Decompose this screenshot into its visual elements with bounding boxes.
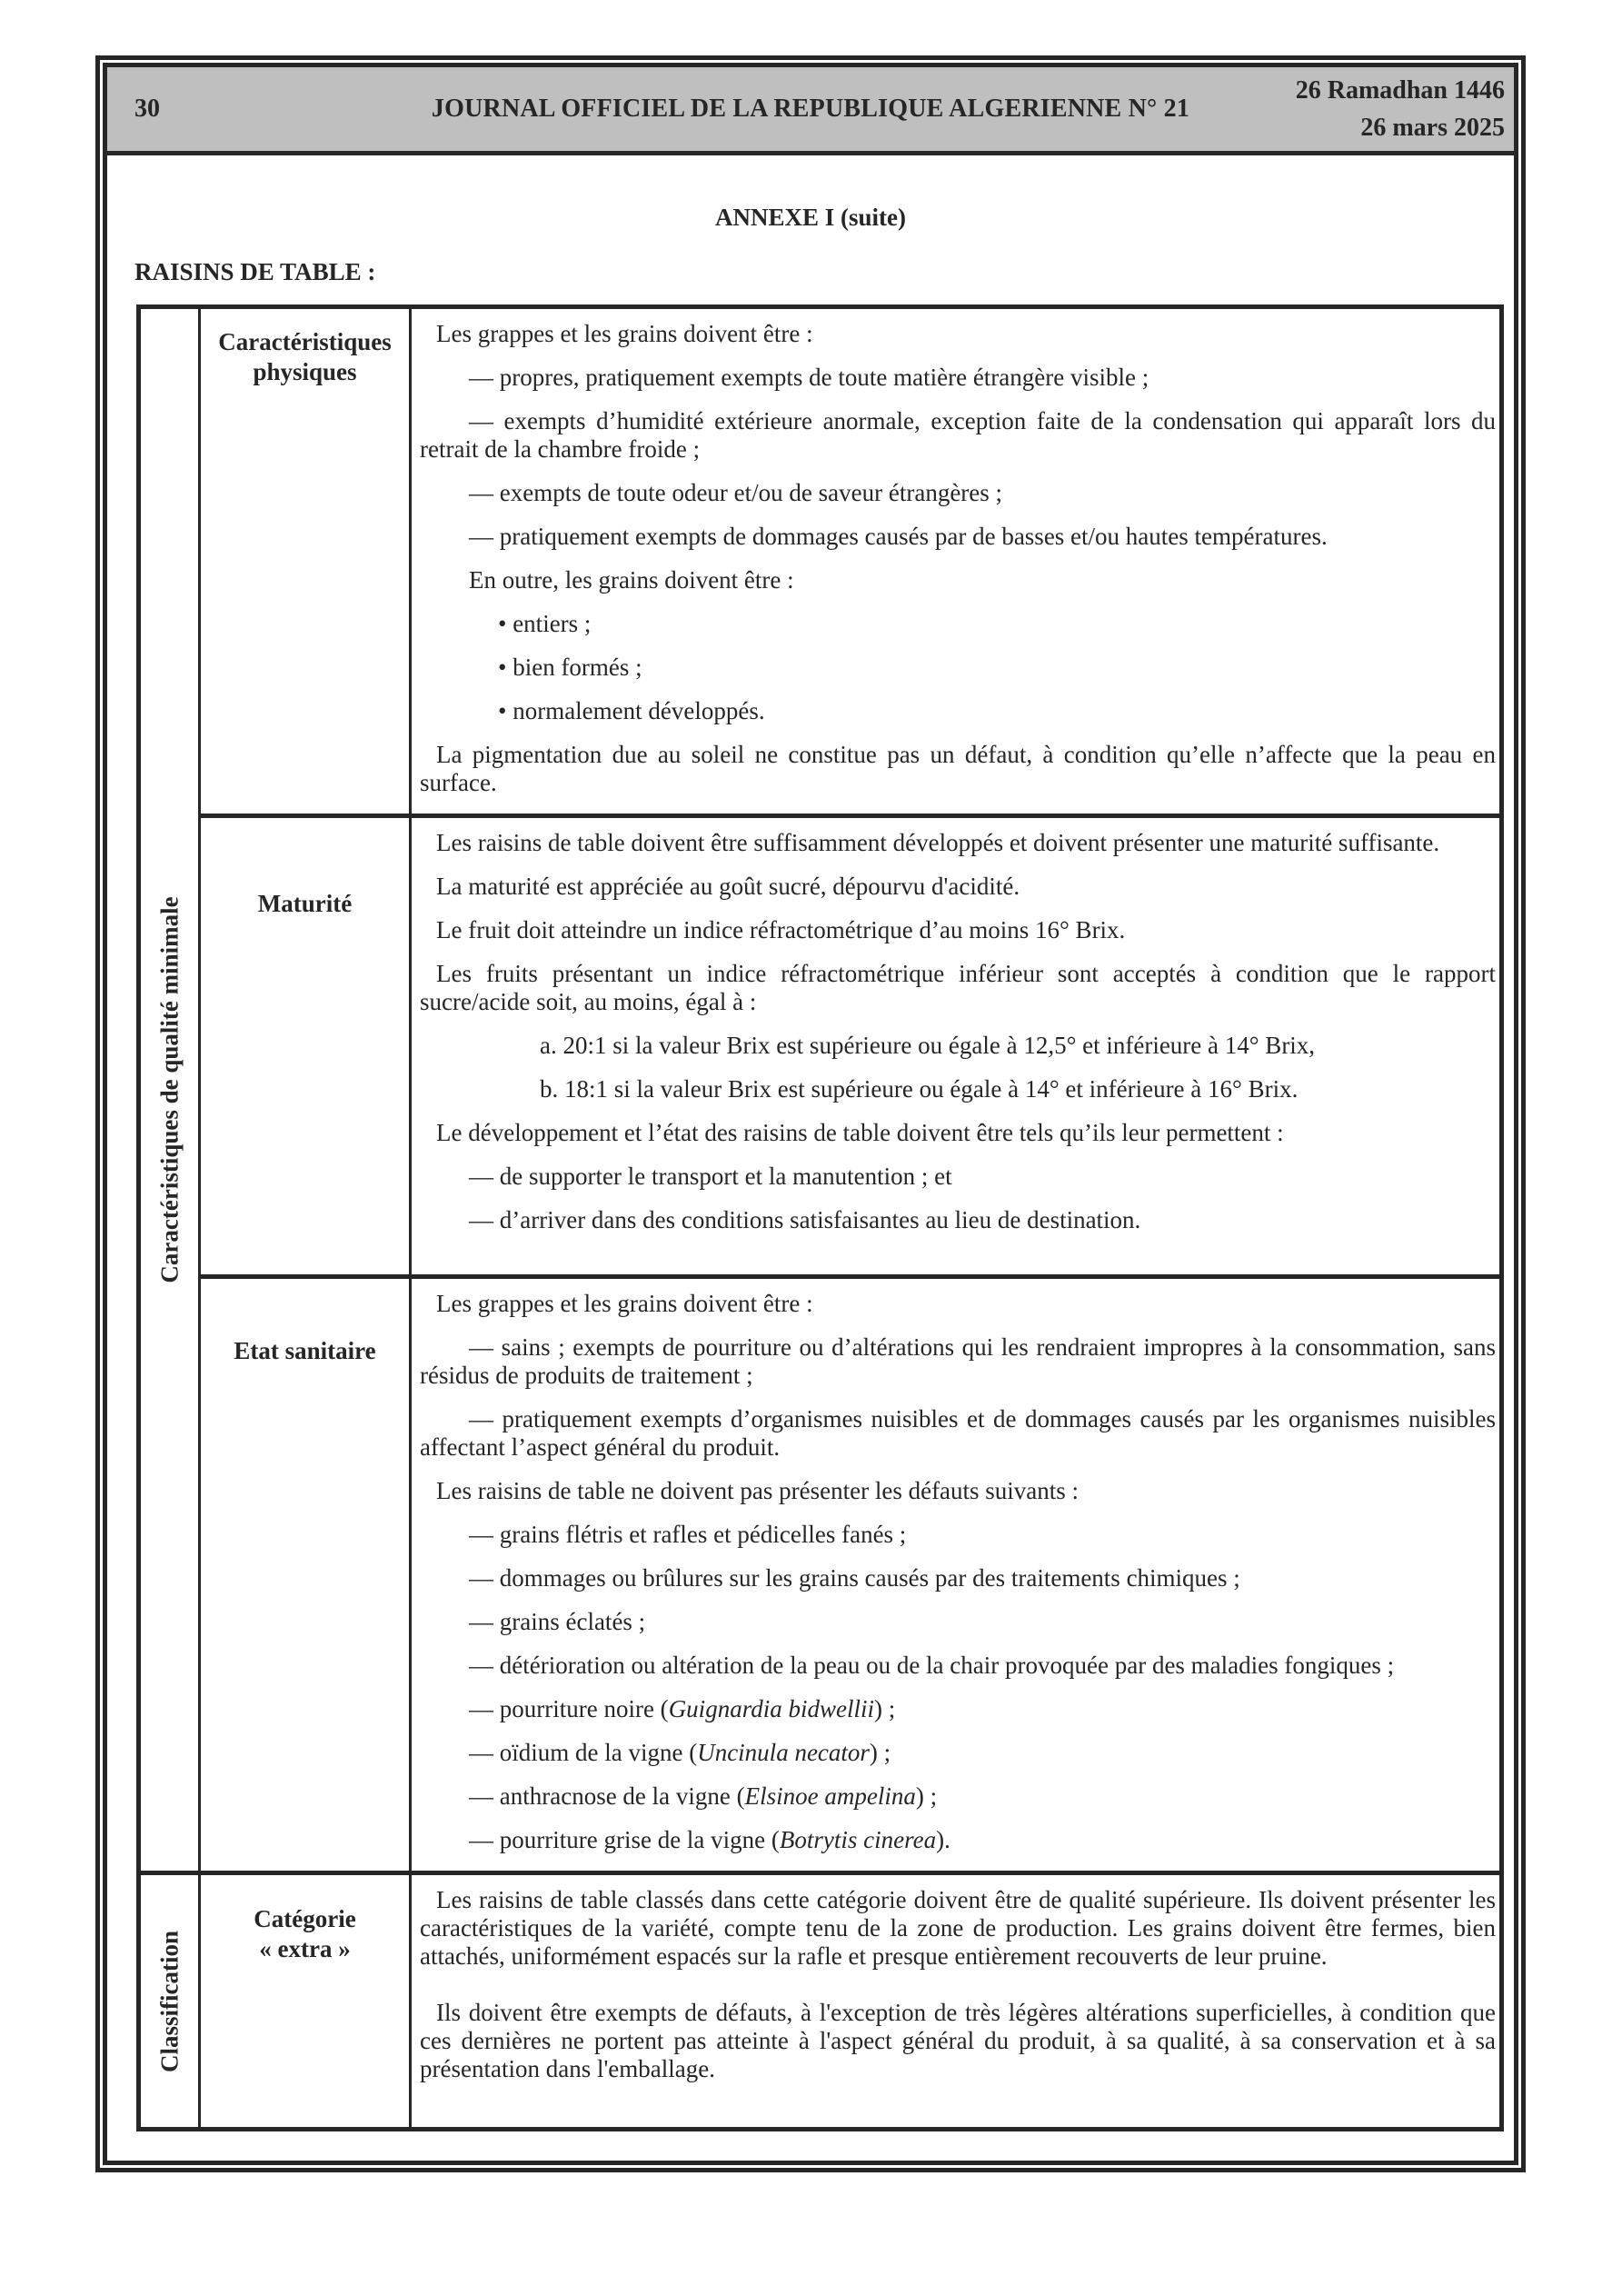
section-title: RAISINS DE TABLE : (134, 258, 376, 285)
species-item: — anthracnose de la vigne (Elsinoe ampelina) ; (469, 1782, 938, 1810)
dash-item: — pratiquement exempts de dommages causés par de basses et/ou hautes températures. (469, 523, 1328, 550)
species-item: — pourriture grise de la vigne (Botrytis cinerea). (469, 1826, 950, 1853)
bullet-item: • normalement développés. (498, 697, 765, 724)
paragraph: La maturité est appréciée au goût sucré, dépourvu d'acidité. (436, 873, 1020, 900)
paragraph: Les fruits présentant un indice réfractométrique inférieur sont acceptés à condition que le rapport sucre/acide soit, au moins, égal à : (420, 960, 1496, 1015)
bullet-item: • entiers ; (498, 610, 592, 637)
row-content-sanitary (412, 1279, 1499, 1871)
row-label-physical: Caractéristiques physiques (201, 309, 412, 814)
dash-item: — de supporter le transport et la manutention ; et (469, 1163, 952, 1190)
row-maturity (201, 814, 1499, 1274)
paragraph: La pigmentation due au soleil ne constitue pas un défaut, à condition qu’elle n’affecte que la peau en surface. (420, 741, 1496, 796)
dash-item: — d’arriver dans des conditions satisfaisantes au lieu de destination. (469, 1206, 1141, 1233)
paragraph: Les grappes et les grains doivent être : (436, 1290, 813, 1317)
dash-item: — exempts d’humidité extérieure anormale, exception faite de la condensation qui apparaît lors du retrait de la chambre froide ; (420, 407, 1496, 463)
grapes-standards-table (136, 304, 1504, 2131)
page-number: 30 (134, 95, 160, 123)
group-label-classification: Classification (141, 1875, 201, 2127)
paragraph: Les grappes et les grains doivent être : (436, 320, 813, 347)
row-content-maturity (412, 818, 1499, 1274)
bullet-item: • bien formés ; (498, 654, 642, 681)
gregorian-date: 26 mars 2025 (1360, 114, 1505, 142)
dash-item: — exempts de toute odeur et/ou de saveur étrangères ; (469, 479, 1003, 506)
row-label-sanitary: Etat sanitaire (201, 1279, 412, 1871)
paragraph: Les raisins de table classés dans cette catégorie doivent être de qualité supérieure. Ils doivent présenter les caractéristiques de la variété, compte tenu de la zone de production. Les grains doivent être fermes, bien attachés, uniformément espacés sur la rafle et presque entièrement recouverts de leur pruine. (420, 1886, 1496, 1970)
dash-item: — propres, pratiquement exempts de toute matière étrangère visible ; (469, 364, 1149, 391)
paragraph: Le fruit doit atteindre un indice réfractométrique d’au moins 16° Brix. (436, 916, 1126, 943)
dash-item: — sains ; exempts de pourriture ou d’altérations qui les rendraient impropres à la consommation, sans résidus de produits de traitement ; (420, 1333, 1496, 1389)
annexe-title: ANNEXE I (suite) (714, 204, 906, 231)
paragraph: En outre, les grains doivent être : (469, 566, 794, 594)
lettered-item: a. 20:1 si la valeur Brix est supérieure ou égale à 12,5° et inférieure à 14° Brix, (540, 1032, 1316, 1059)
paragraph: Les raisins de table doivent être suffisamment développés et doivent présenter une maturité suffisante. (436, 829, 1440, 856)
lettered-item: b. 18:1 si la valeur Brix est supérieure ou égale à 14° et inférieure à 16° Brix. (540, 1075, 1299, 1103)
dash-item: — pratiquement exempts d’organismes nuisibles et de dommages causés par les organismes nuisibles affectant l’aspect général du produit. (420, 1405, 1496, 1461)
row-content-category-extra (412, 1875, 1499, 2127)
dash-item: — dommages ou brûlures sur les grains causés par des traitements chimiques ; (469, 1564, 1240, 1592)
page-frame (95, 55, 1526, 2172)
species-item: — oïdium de la vigne (Uncinula necator) ; (469, 1739, 891, 1766)
species-item: — pourriture noire (Guignardia bidwellii) ; (469, 1695, 896, 1722)
row-category-extra (201, 1875, 1499, 2127)
group-label-minimum-quality: Caractéristiques de qualité minimale (141, 309, 201, 1871)
header-dates (1296, 72, 1505, 146)
paragraph: Le développement et l’état des raisins de table doivent être tels qu’ils leur permettent : (436, 1119, 1284, 1146)
journal-header (107, 67, 1514, 155)
hijri-date: 26 Ramadhan 1446 (1295, 76, 1505, 105)
dash-item: — détérioration ou altération de la peau ou de la chair provoquée par des maladies fongiques ; (469, 1652, 1395, 1679)
journal-title: JOURNAL OFFICIEL DE LA REPUBLIQUE ALGERIENNE N° 21 (431, 95, 1190, 123)
row-label-maturity: Maturité (201, 818, 412, 1274)
row-content-physical (412, 309, 1499, 814)
group-classification (141, 1871, 1499, 2127)
row-physical-characteristics (201, 309, 1499, 814)
dash-item: — grains éclatés ; (469, 1608, 646, 1635)
row-label-category-extra: Catégorie « extra » (201, 1875, 412, 2127)
page-inner-frame (103, 63, 1518, 2165)
paragraph: Les raisins de table ne doivent pas présenter les défauts suivants : (436, 1477, 1080, 1504)
row-sanitary-state (201, 1274, 1499, 1871)
group-minimum-quality (141, 309, 1499, 1871)
dash-item: — grains flétris et rafles et pédicelles fanés ; (469, 1521, 907, 1548)
paragraph: Ils doivent être exempts de défauts, à l'exception de très légères altérations superficielles, à condition que ces dernières ne portent pas atteinte à l'aspect général du produit, à sa qualité, à sa conservation et à sa présentation dans l'emballage. (420, 1999, 1496, 2082)
